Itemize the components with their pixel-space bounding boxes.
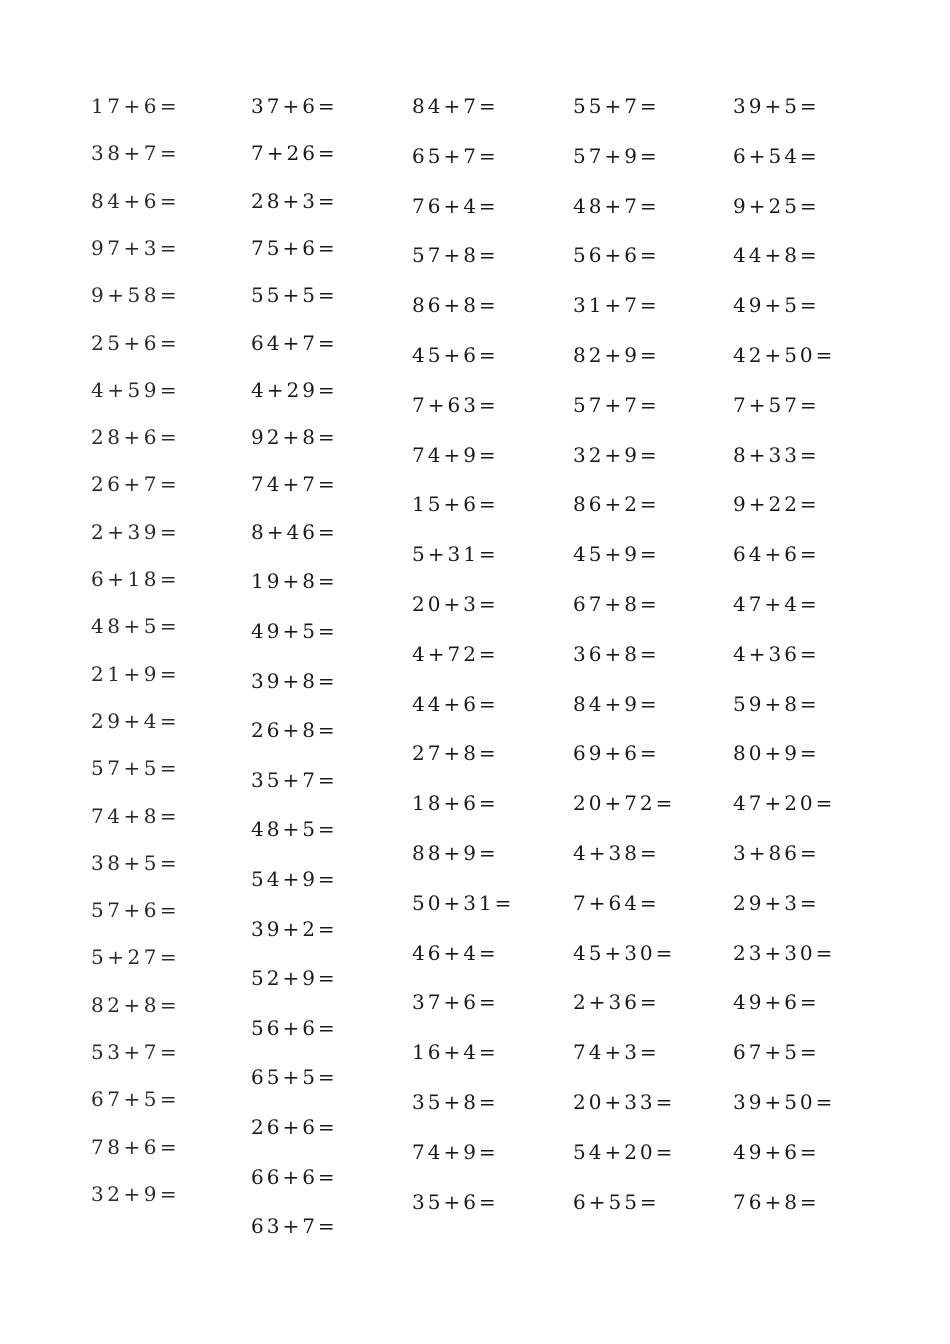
math-problem: 7+57=: [733, 392, 820, 417]
math-problem: 47+20=: [733, 791, 836, 816]
math-problem: 31+7=: [573, 293, 660, 318]
math-problem: 49+5=: [251, 618, 338, 643]
math-problem: 20+72=: [573, 791, 676, 816]
math-problem: 17+6=: [91, 94, 181, 118]
math-problem: 45+6=: [412, 343, 499, 367]
math-problem: 88+9=: [412, 841, 499, 865]
math-problem: 84+9=: [573, 691, 660, 716]
math-problem: 39+5=: [733, 94, 820, 118]
math-problem: 7+26=: [251, 141, 338, 166]
math-problem: 5+31=: [412, 542, 499, 567]
math-problem: 48+7=: [573, 193, 660, 218]
math-problem: 86+8=: [412, 293, 499, 318]
math-problem: 38+7=: [91, 141, 181, 166]
math-problem: 29+3=: [733, 890, 820, 915]
math-problem: 44+8=: [733, 243, 820, 268]
math-problem: 16+4=: [412, 1040, 499, 1065]
math-problem: 56+6=: [573, 243, 660, 268]
math-problem: 5+27=: [91, 945, 181, 970]
math-problem: 65+5=: [251, 1065, 338, 1090]
math-problem: 76+4=: [412, 193, 499, 218]
math-problem: 97+3=: [91, 235, 181, 260]
math-problem: 82+9=: [573, 343, 660, 367]
math-problem: 6+55=: [573, 1189, 660, 1214]
math-problem: 82+8=: [91, 992, 181, 1017]
math-problem: 7+64=: [573, 890, 660, 915]
math-problem: 29+4=: [91, 708, 181, 733]
math-problem: 48+5=: [91, 614, 181, 639]
math-problem: 64+6=: [733, 542, 820, 567]
math-problem: 8+33=: [733, 442, 820, 467]
math-problem: 47+4=: [733, 592, 820, 616]
math-problem: 42+50=: [733, 343, 836, 367]
math-problem: 20+33=: [573, 1090, 676, 1114]
problem-column-1: [91, 0, 251, 1344]
problem-column-5: [733, 0, 893, 1344]
problem-column-2: [251, 0, 411, 1344]
math-problem: 54+20=: [573, 1139, 676, 1164]
math-problem: 32+9=: [573, 442, 660, 467]
problem-column-3: [412, 0, 572, 1344]
math-problem: 35+6=: [412, 1189, 499, 1214]
math-problem: 80+9=: [733, 741, 820, 766]
math-problem: 53+7=: [91, 1040, 181, 1064]
math-problem: 9+22=: [733, 492, 820, 517]
math-problem: 49+6=: [733, 990, 820, 1015]
math-problem: 38+5=: [91, 850, 181, 875]
math-problem: 23+30=: [733, 940, 836, 965]
math-problem: 4+72=: [412, 641, 499, 666]
math-problem: 9+58=: [91, 283, 181, 308]
math-problem: 54+9=: [251, 866, 338, 891]
math-problem: 35+7=: [251, 767, 338, 792]
math-problem: 4+38=: [573, 841, 660, 865]
math-problem: 27+8=: [412, 741, 499, 766]
math-problem: 55+5=: [251, 283, 338, 308]
math-problem: 48+5=: [251, 817, 338, 842]
math-problem: 3+86=: [733, 841, 820, 865]
math-problem: 6+54=: [733, 143, 820, 168]
math-problem: 45+30=: [573, 940, 676, 965]
math-problem: 19+8=: [251, 569, 338, 594]
math-problem: 15+6=: [412, 492, 499, 517]
math-problem: 9+25=: [733, 193, 820, 218]
math-problem: 75+6=: [251, 235, 338, 260]
math-problem: 76+8=: [733, 1189, 820, 1214]
math-problem: 21+9=: [91, 661, 181, 686]
math-problem: 57+8=: [412, 243, 499, 268]
math-problem: 46+4=: [412, 940, 499, 965]
math-problem: 74+7=: [251, 472, 338, 497]
math-problem: 37+6=: [251, 94, 338, 118]
math-problem: 64+7=: [251, 330, 338, 355]
math-problem: 26+7=: [91, 472, 181, 497]
math-problem: 63+7=: [251, 1214, 338, 1239]
math-problem: 78+6=: [91, 1134, 181, 1159]
math-problem: 28+3=: [251, 188, 338, 213]
math-problem: 57+6=: [91, 898, 181, 923]
math-problem: 44+6=: [412, 691, 499, 716]
math-problem: 74+8=: [91, 803, 181, 828]
math-problem: 86+2=: [573, 492, 660, 517]
math-problem: 26+8=: [251, 718, 338, 743]
math-problem: 25+6=: [91, 330, 181, 355]
math-problem: 74+9=: [412, 442, 499, 467]
math-problem: 56+6=: [251, 1015, 338, 1040]
math-problem: 6+18=: [91, 567, 181, 591]
math-problem: 28+6=: [91, 425, 181, 450]
math-problem: 57+5=: [91, 756, 181, 781]
math-problem: 84+6=: [91, 188, 181, 213]
math-problem: 39+50=: [733, 1090, 836, 1114]
math-problem: 84+7=: [412, 94, 499, 118]
math-problem: 66+6=: [251, 1164, 338, 1189]
math-problem: 2+39=: [91, 519, 181, 544]
math-problem: 20+3=: [412, 592, 499, 616]
math-problem: 65+7=: [412, 143, 499, 168]
math-problem: 50+31=: [412, 890, 515, 915]
math-problem: 57+9=: [573, 143, 660, 168]
math-problem: 49+6=: [733, 1139, 820, 1164]
math-problem: 67+5=: [733, 1040, 820, 1065]
math-problem: 92+8=: [251, 425, 338, 450]
math-problem: 52+9=: [251, 966, 338, 991]
math-problem: 36+8=: [573, 641, 660, 666]
math-problem: 45+9=: [573, 542, 660, 567]
math-problem: 59+8=: [733, 691, 820, 716]
math-problem: 7+63=: [412, 392, 499, 417]
math-problem: 57+7=: [573, 392, 660, 417]
math-problem: 4+59=: [91, 377, 181, 402]
math-problem: 37+6=: [412, 990, 499, 1015]
math-problem: 69+6=: [573, 741, 660, 766]
math-problem: 49+5=: [733, 293, 820, 318]
math-problem: 67+5=: [91, 1087, 181, 1112]
math-problem: 74+3=: [573, 1040, 660, 1065]
math-problem: 18+6=: [412, 791, 499, 816]
math-problem: 32+9=: [91, 1181, 181, 1206]
problem-column-4: [573, 0, 733, 1344]
math-problem: 39+2=: [251, 916, 338, 941]
math-problem: 26+6=: [251, 1114, 338, 1139]
math-problem: 4+36=: [733, 641, 820, 666]
math-problem: 74+9=: [412, 1139, 499, 1164]
math-problem: 8+46=: [251, 519, 338, 544]
math-problem: 2+36=: [573, 990, 660, 1015]
math-problem: 67+8=: [573, 592, 660, 616]
math-problem: 35+8=: [412, 1090, 499, 1114]
math-problem: 4+29=: [251, 377, 338, 402]
math-problem: 39+8=: [251, 668, 338, 693]
math-problem: 55+7=: [573, 94, 660, 118]
